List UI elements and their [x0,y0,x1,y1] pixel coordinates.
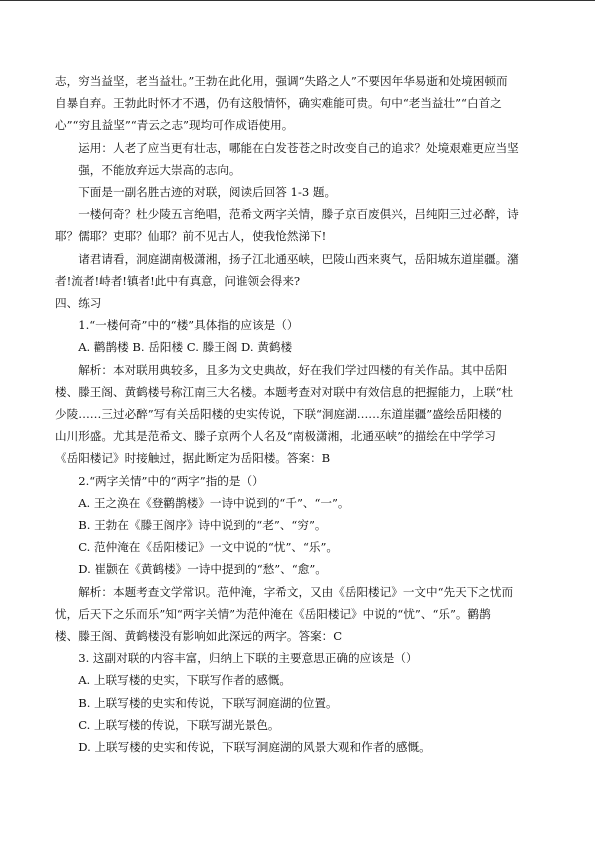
text-line: 楼、滕王阁、黄鹤楼号称江南三大名楼。本题考查对对联中有效信息的把握能力，上联“杜 [55,384,514,399]
text-line: B. 上联写楼的史实和传说，下联写洞庭湖的位置。 [78,695,338,710]
text-line: A. 王之涣在《登鹳鹊楼》一诗中说到的“千”、“一”。 [78,495,350,510]
text-line: 少陵……三过必醉”写有关岳阳楼的史实传说，下联“洞庭湖……东道崖疆”盛绘岳阳楼的 [55,407,502,422]
text-line: A. 上联写楼的史实，下联写作者的感慨。 [78,673,292,688]
text-line: 诸君请看，洞庭湖南极潇湘，扬子江北通巫峡，巴陵山西来爽气，岳阳城东道崖疆。潴 [78,251,519,266]
text-line: 下面是一副名胜古迹的对联，阅读后回答 1-3 题。 [78,185,337,200]
text-line: C. 范仲淹在《岳阳楼记》一文中说的“忧”、“乐”。 [78,540,339,555]
text-line: 解析：本题考查文学常识。范仲淹，字希文，又由《岳阳楼记》一文中“先天下之忧而 [78,584,514,599]
text-line: B. 王勃在《滕王阁序》诗中说到的“老”、“穷”。 [78,518,327,533]
document-page [55,70,541,758]
text-line: C. 上联写楼的传说，下联写湖光景色。 [78,717,280,732]
text-line: 者!流者!峙者!镇者!此中有真意，问谁领会得来? [55,273,301,288]
text-line: 3. 这副对联的内容丰富，归纳上下联的主要意思正确的应该是（） [78,651,418,666]
text-line: D. 崔颢在《黄鹤楼》一诗中提到的“愁”、“愈”。 [78,562,327,577]
text-line: A. 鹳鹊楼 B. 岳阳楼 C. 滕王阁 D. 黄鹤楼 [78,340,293,355]
text-line: 强，不能放弃远大崇高的志向。 [78,162,241,177]
text-line: 志，穷当益坚，老当益壮。”王勃在此化用，强调“失路之人”不要因年华易逝和处境困顿而 [55,74,508,88]
text-line: 忧，后天下之乐而乐”知“两字关情”为范仲淹在《岳阳楼记》中说的“忧”、“乐”。鹳鹊 [55,606,491,621]
text-line: 《岳阳楼记》时接触过，据此断定为岳阳楼。答案：B [55,451,331,466]
text-line: D. 上联写楼的史实和传说，下联写洞庭湖的风景大观和作者的感慨。 [78,740,431,755]
text-line: 2.“两字关情”中的“两字”指的是（） [78,473,264,488]
text-line: 心”“穷且益坚”“青云之志”现均可作成语使用。 [55,118,294,133]
text-line: 自暴自弃。王勃此时怀才不遇，仍有这般情怀，确实难能可贵。句中“老当益壮”“白首之 [55,96,502,111]
page-top-rule [0,0,595,1]
text-line: 1.“一楼何奇”中的“楼”具体指的应该是（） [78,318,299,333]
text-line: 解析：本对联用典较多，且多为文史典故，好在我们学过四楼的有关作品。其中岳阳 [78,362,508,377]
text-line: 楼、滕王阁、黄鹤楼没有影响如此深远的两字。答案：C [55,629,343,644]
text-line: 耶？儒耶？吏耶？仙耶？前不见古人，使我怆然涕下! [55,229,327,244]
text-line: 山川形盛。尤其是范希文、滕子京两个人名及“南极潇湘，北通巫峡”的描绘在中学学习 [55,429,496,444]
text-line: 一楼何奇？杜少陵五言绝唱，范希文两字关情，滕子京百废俱兴，吕纯阳三过必醉，诗 [78,207,519,222]
text-line: 运用：人老了应当更有壮志，哪能在白发苍苍之时改变自己的追求？处境艰难更应当坚 [78,140,519,155]
text-line: 四、练习 [55,296,102,311]
